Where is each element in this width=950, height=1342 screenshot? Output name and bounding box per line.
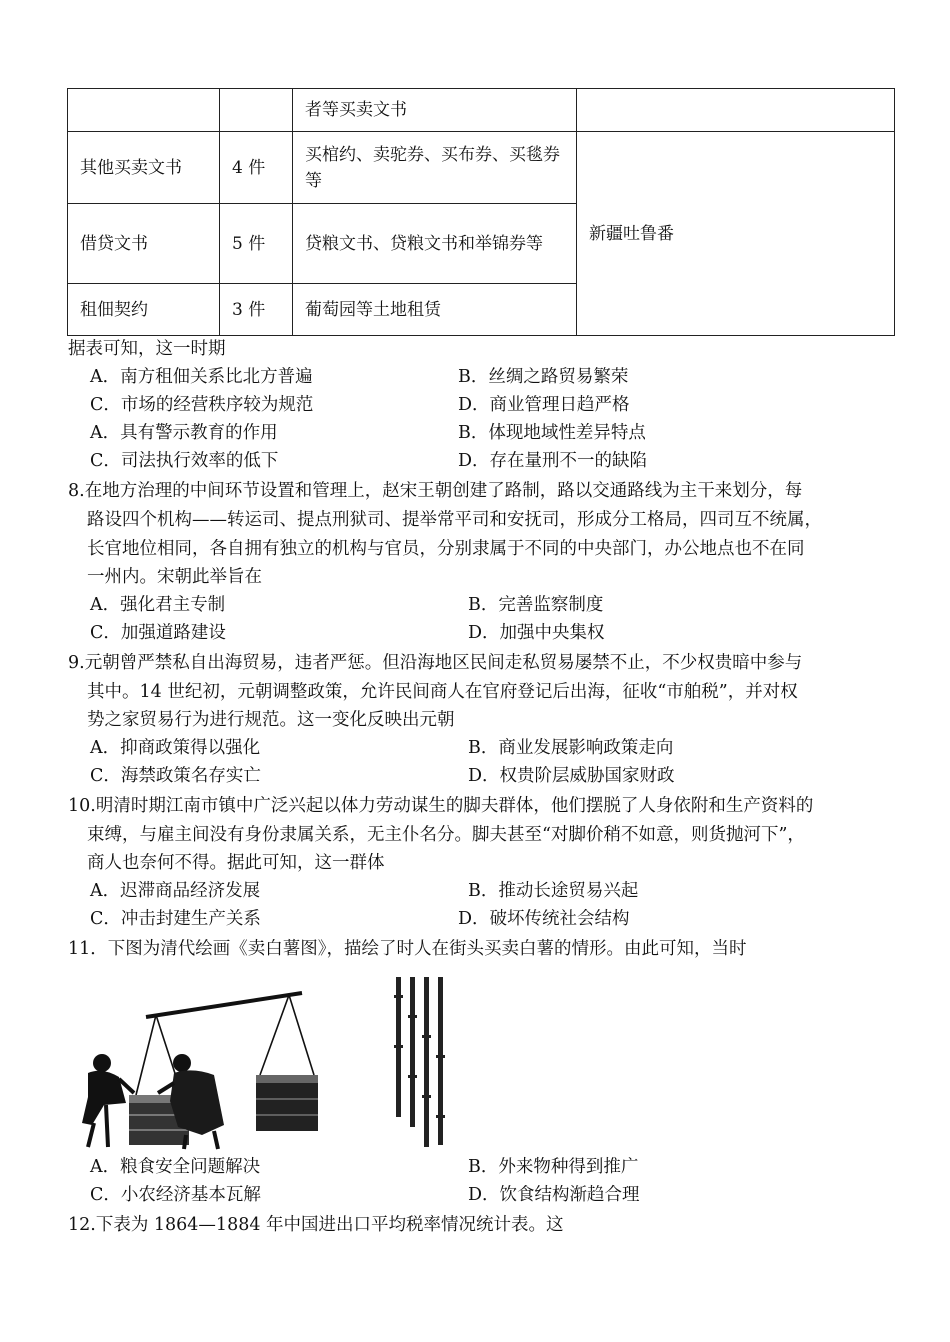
q10-stem-line: 束缚，与雇主间没有身份隶属关系，无主仆名分。脚夫甚至“对脚价稍不如意，则货抛河下”， xyxy=(87,825,805,845)
table-cell-count xyxy=(220,89,293,132)
q8-stem-line: 8.在地方治理的中间环节设置和管理上，赵宋王朝创建了路制，路以交通路线为主干来划分，每 xyxy=(68,481,803,501)
q10-stem-line: 商人也奈何不得。据此可知，这一群体 xyxy=(87,853,385,873)
q10-option[interactable]: C．冲击封建生产关系 xyxy=(90,909,261,929)
table-cell-category: 租佃契约 xyxy=(68,284,220,336)
q8-option[interactable]: C．加强道路建设 xyxy=(90,623,226,643)
table-cell-location: 新疆吐鲁番 xyxy=(577,132,895,336)
q8-option[interactable]: B．完善监察制度 xyxy=(468,595,604,615)
q8-stem-line: 长官地位相同，各自拥有独立的机构与官员，分别隶属于不同的中央部门，办公地点也不在同 xyxy=(87,539,805,559)
table-cell-content: 者等买卖文书 xyxy=(293,89,577,132)
q7-option[interactable]: D．商业管理日趋严格 xyxy=(458,395,630,415)
q9-option[interactable]: D．权贵阶层威胁国家财政 xyxy=(468,766,675,786)
q9-option[interactable]: C．海禁政策名存实亡 xyxy=(90,766,261,786)
table-cell-count: 4 件 xyxy=(220,132,293,204)
table-cell-content: 买棺约、卖驼券、买布券、买毯券等 xyxy=(293,132,577,204)
q7-option[interactable]: A．南方租佃关系比北方普遍 xyxy=(90,367,313,387)
q11-option[interactable]: B．外来物种得到推广 xyxy=(468,1157,639,1177)
table-cell-count: 5 件 xyxy=(220,204,293,284)
q11-option[interactable]: D．饮食结构渐趋合理 xyxy=(468,1185,640,1205)
table-cell-content: 葡萄园等土地租赁 xyxy=(293,284,577,336)
q7-option[interactable]: C．市场的经营秩序较为规范 xyxy=(90,395,314,415)
q9-stem-line: 9.元朝曾严禁私自出海贸易，违者严惩。但沿海地区民间走私贸易屡禁不止，不少权贵暗中参与 xyxy=(68,653,803,673)
q9-stem-line: 势之家贸易行为进行规范。这一变化反映出元朝 xyxy=(87,710,455,730)
q7-option[interactable]: D．存在量刑不一的缺陷 xyxy=(458,451,648,471)
q9-option[interactable]: A．抑商政策得以强化 xyxy=(90,738,261,758)
table-cell-category: 借贷文书 xyxy=(68,204,220,284)
q7-option[interactable]: C．司法执行效率的低下 xyxy=(90,451,279,471)
q7-option[interactable]: A．具有警示教育的作用 xyxy=(90,423,278,443)
q10-option[interactable]: D．破坏传统社会结构 xyxy=(458,909,630,929)
q8-option[interactable]: A．强化君主专制 xyxy=(90,595,226,615)
q8-option[interactable]: D．加强中央集权 xyxy=(468,623,605,643)
q9-option[interactable]: B．商业发展影响政策走向 xyxy=(468,738,674,758)
table-cell-category xyxy=(68,89,220,132)
q11-stem: 11．下图为清代绘画《卖白薯图》，描绘了时人在街头买卖白薯的情形。由此可知，当时 xyxy=(68,939,747,959)
sweet-potato-seller-illustration xyxy=(74,975,484,1155)
q7-option[interactable]: B．丝绸之路贸易繁荣 xyxy=(458,367,629,387)
q10-stem-line: 10.明清时期江南市镇中广泛兴起以体力劳动谋生的脚夫群体，他们摆脱了人身依附和生产资料的 xyxy=(68,796,814,816)
table-cell-category: 其他买卖文书 xyxy=(68,132,220,204)
q11-option[interactable]: A．粮食安全问题解决 xyxy=(90,1157,261,1177)
q10-option[interactable]: A．迟滞商品经济发展 xyxy=(90,881,261,901)
contract-table xyxy=(67,88,895,336)
q11-option[interactable]: C．小农经济基本瓦解 xyxy=(90,1185,261,1205)
q8-stem-line: 一州内。宋朝此举旨在 xyxy=(87,567,262,587)
q10-option[interactable]: B．推动长途贸易兴起 xyxy=(468,881,639,901)
q12-stem: 12.下表为 1864—1884 年中国进出口平均税率情况统计表。这 xyxy=(68,1215,564,1235)
table-cell-location-empty xyxy=(577,89,895,132)
q7-stem: 据表可知，这一时期 xyxy=(68,339,226,359)
q9-stem-line: 其中。14 世纪初，元朝调整政策，允许民间商人在官府登记后出海，征收“市舶税”，并对权 xyxy=(87,682,798,702)
table-row xyxy=(68,89,895,132)
q7-option[interactable]: B．体现地域性差异特点 xyxy=(458,423,646,443)
table-cell-content: 贷粮文书、贷粮文书和举锦券等 xyxy=(293,204,577,284)
table-row xyxy=(68,132,895,204)
table-cell-count: 3 件 xyxy=(220,284,293,336)
q8-stem-line: 路设四个机构——转运司、提点刑狱司、提举常平司和安抚司，形成分工格局，四司互不统属， xyxy=(87,510,822,530)
